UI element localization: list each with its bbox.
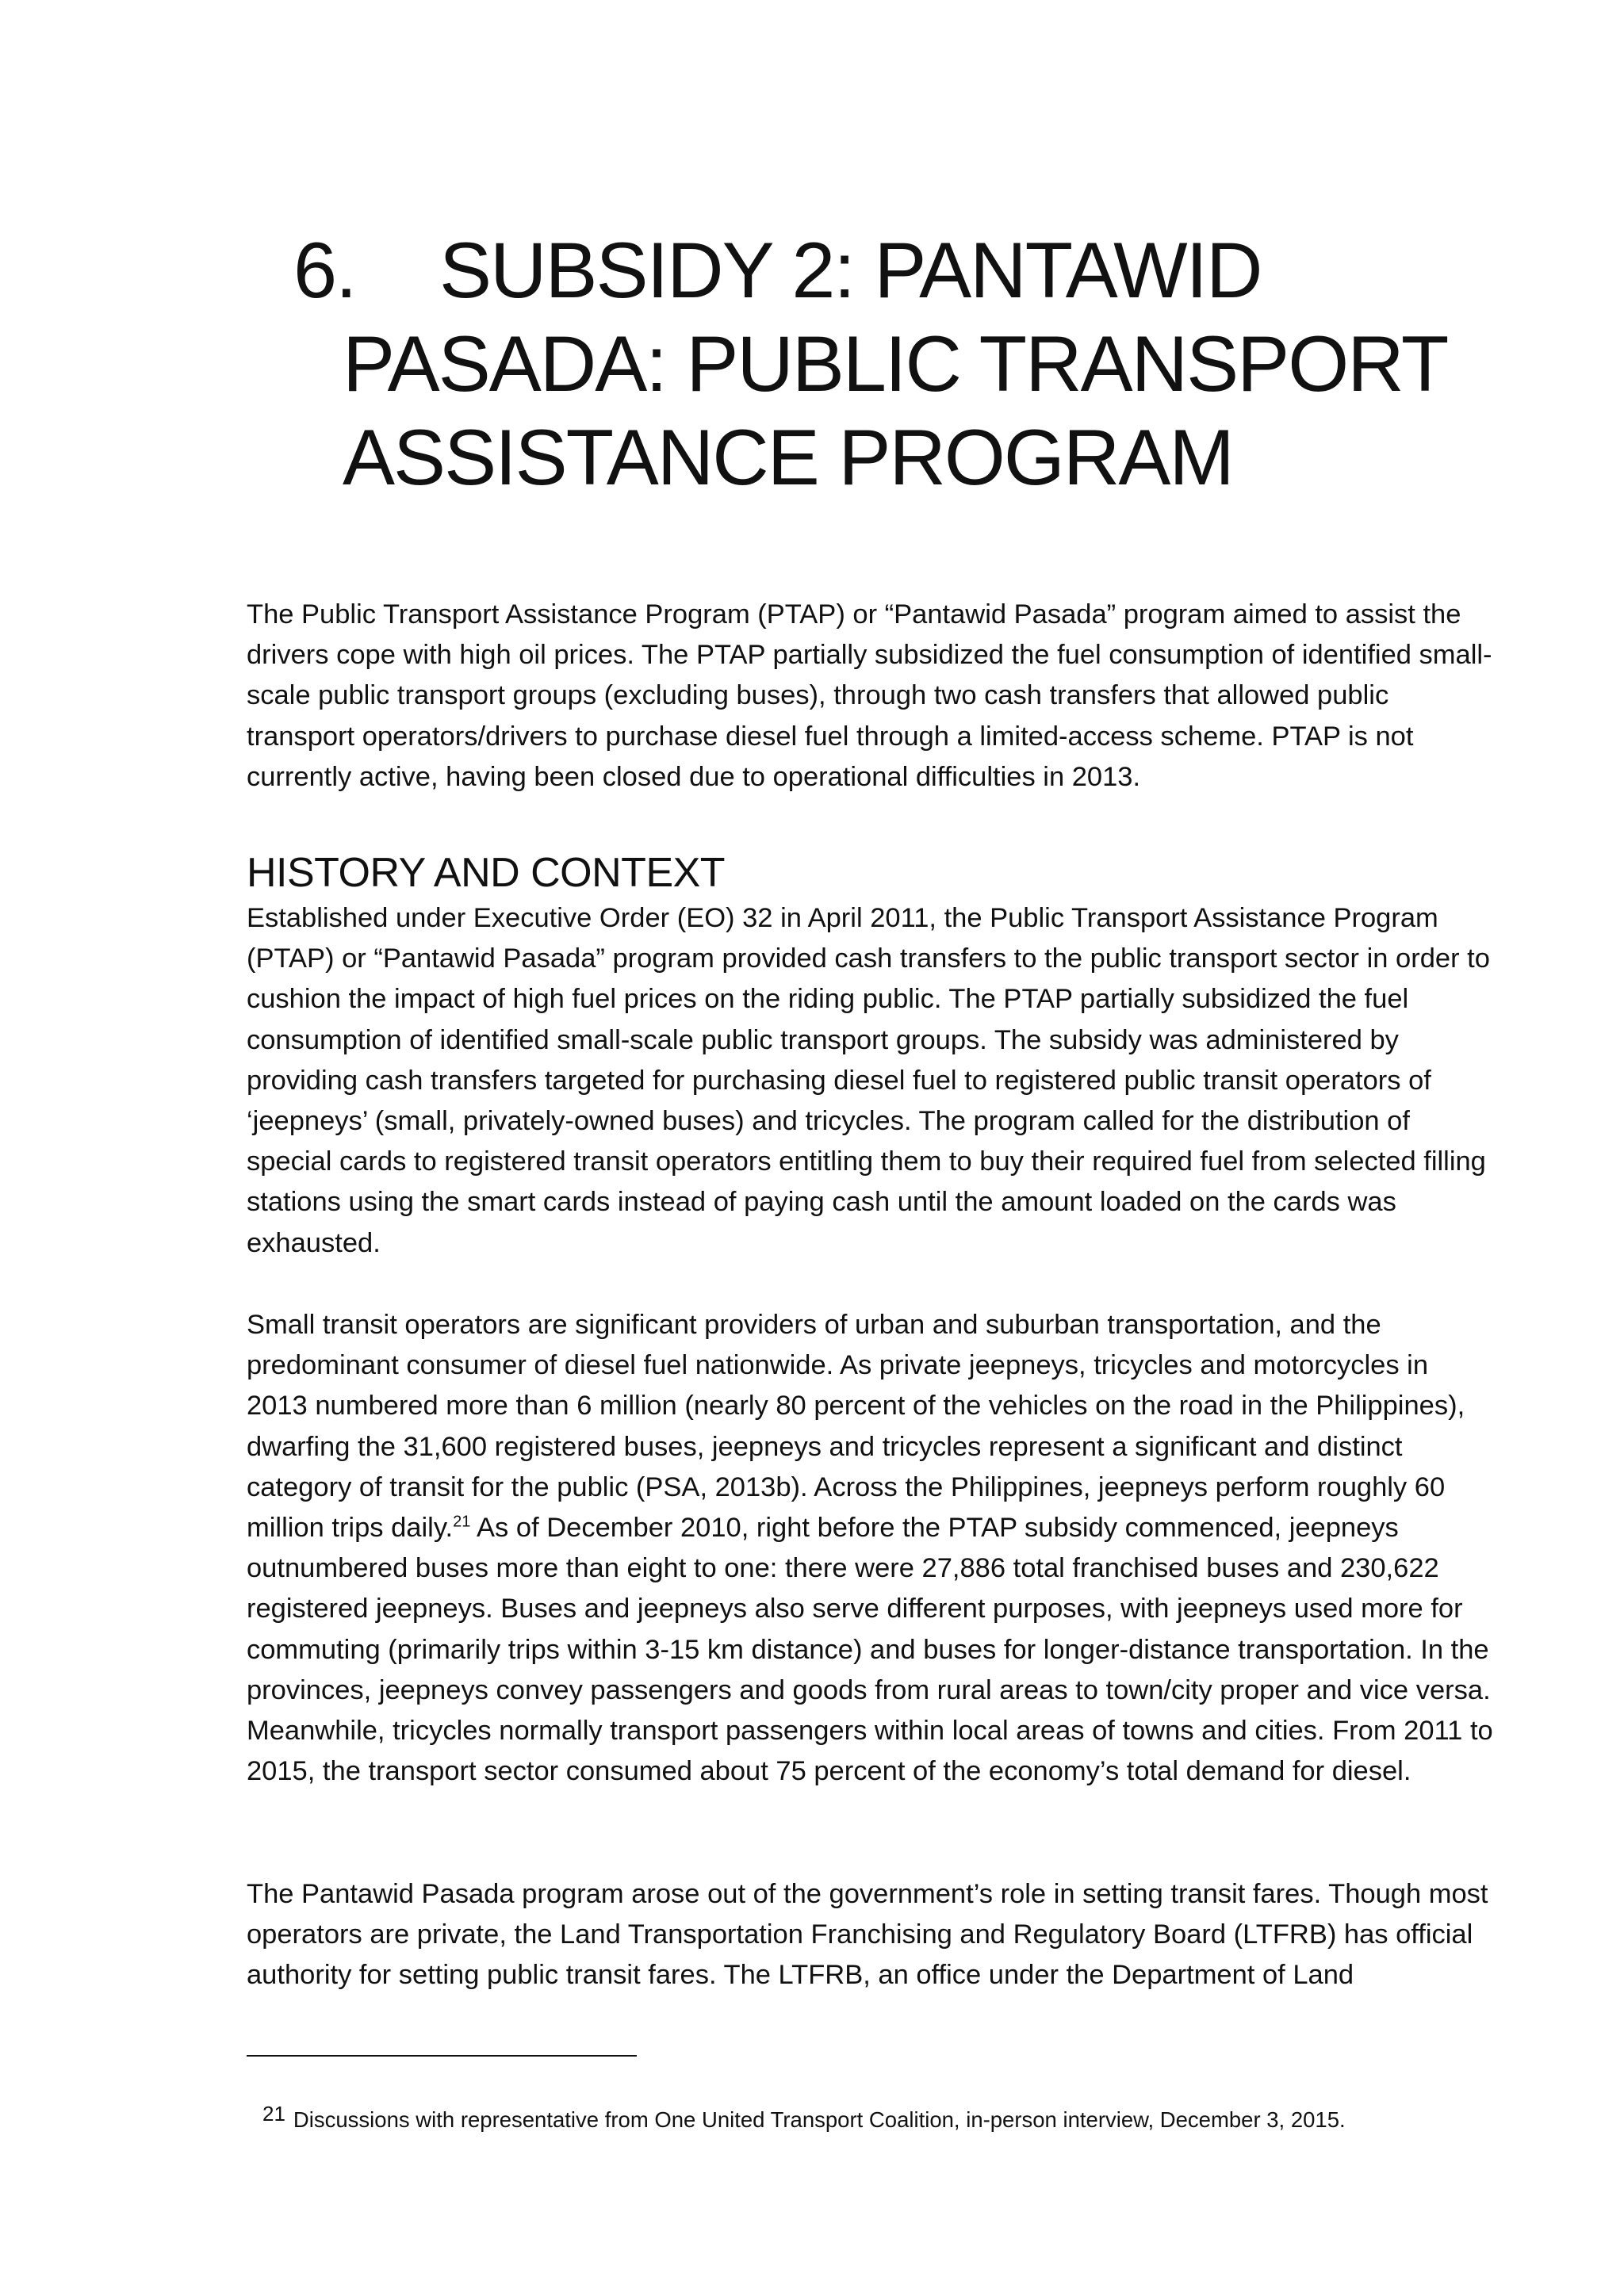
history-paragraph-3: The Pantawid Pasada program arose out of the government’s role in setting transit fares. Though most operators are private, the Land Transportation Franchising and Regulatory Board (LTFRB) has official authority for setting public transit fares. The LTFRB, an office under the Department of Land	[247, 1879, 1488, 1991]
chapter-title-line-1: 6. SUBSIDY 2: PANTAWID	[293, 224, 1530, 317]
footnote-divider	[247, 2055, 637, 2057]
chapter-number: 6.	[293, 226, 356, 314]
footnote-mark: 21	[262, 2102, 285, 2126]
chapter-title-line-3: ASSISTANCE PROGRAM	[343, 413, 1233, 501]
history-paragraph-2-part-2: As of December 2010, right before the PTAP subsidy commenced, jeepneys outnumbered buses more than eight to one: there were 27,886 total franchised buses and 230,622 registered jeepneys. Buses and jeepneys also serve different purposes, with jeepneys used more for commuting (primarily trips within 3-15 km distance) and buses for longer-distance transportation. In the provinces, jeepneys convey passengers and goods from rural areas to town/city proper and vice versa. Meanwhile, tricycles normally transport passengers within local areas of towns and cities. From 2011 to 2015, the transport sector consumed about 75 percent of the economy’s total demand for diesel.	[247, 1513, 1493, 1787]
footnote-text: Discussions with representative from One United Transport Coalition, in-person interview, December 3, 2015.	[293, 2107, 1346, 2132]
footnote-reference: 21	[453, 1513, 471, 1531]
history-paragraph-2	[247, 1305, 1493, 1792]
chapter-title	[293, 224, 1530, 504]
intro-paragraph: The Public Transport Assistance Program (PTAP) or “Pantawid Pasada” program aimed to assist the drivers cope with high oil prices. The PTAP partially subsidized the fuel consumption of identified small-scale public transport groups (excluding buses), through two cash transfers that allowed public transport operators/drivers to purchase diesel fuel through a limited-access scheme. PTAP is not currently active, having been closed due to operational difficulties in 2013.	[247, 599, 1492, 792]
history-paragraph-1: Established under Executive Order (EO) 32 in April 2011, the Public Transport Assistance Program (PTAP) or “Pantawid Pasada” program provided cash transfers to the public transport sector in order to cushion the impact of high fuel prices on the riding public. The PTAP partially subsidized the fuel consumption of identified small-scale public transport groups. The subsidy was administered by providing cash transfers targeted for purchasing diesel fuel to registered public transit operators of ‘jeepneys’ (small, privately-owned buses) and tricycles. The program called for the distribution of special cards to registered transit operators entitling them to buy their required fuel from selected filling stations using the smart cards instead of paying cash until the amount loaded on the cards was exhausted.	[247, 903, 1490, 1258]
section-heading: HISTORY AND CONTEXT	[247, 850, 726, 896]
footnote	[262, 2099, 1531, 2134]
chapter-title-line-2: PASADA: PUBLIC TRANSPORT	[343, 320, 1448, 408]
history-paragraph-2-part-1: Small transit operators are significant providers of urban and suburban transportation, and the predominant consumer of diesel fuel nationwide. As private jeepneys, tricycles and motorcycles in 2013 numbered more than 6 million (nearly 80 percent of the vehicles on the road in the Philippines), dwarfing the 31,600 registered buses, jeepneys and tricycles represent a significant and distinct category of transit for the public (PSA, 2013b). Across the Philippines, jeepneys perform roughly 60 million trips daily.	[247, 1310, 1465, 1544]
